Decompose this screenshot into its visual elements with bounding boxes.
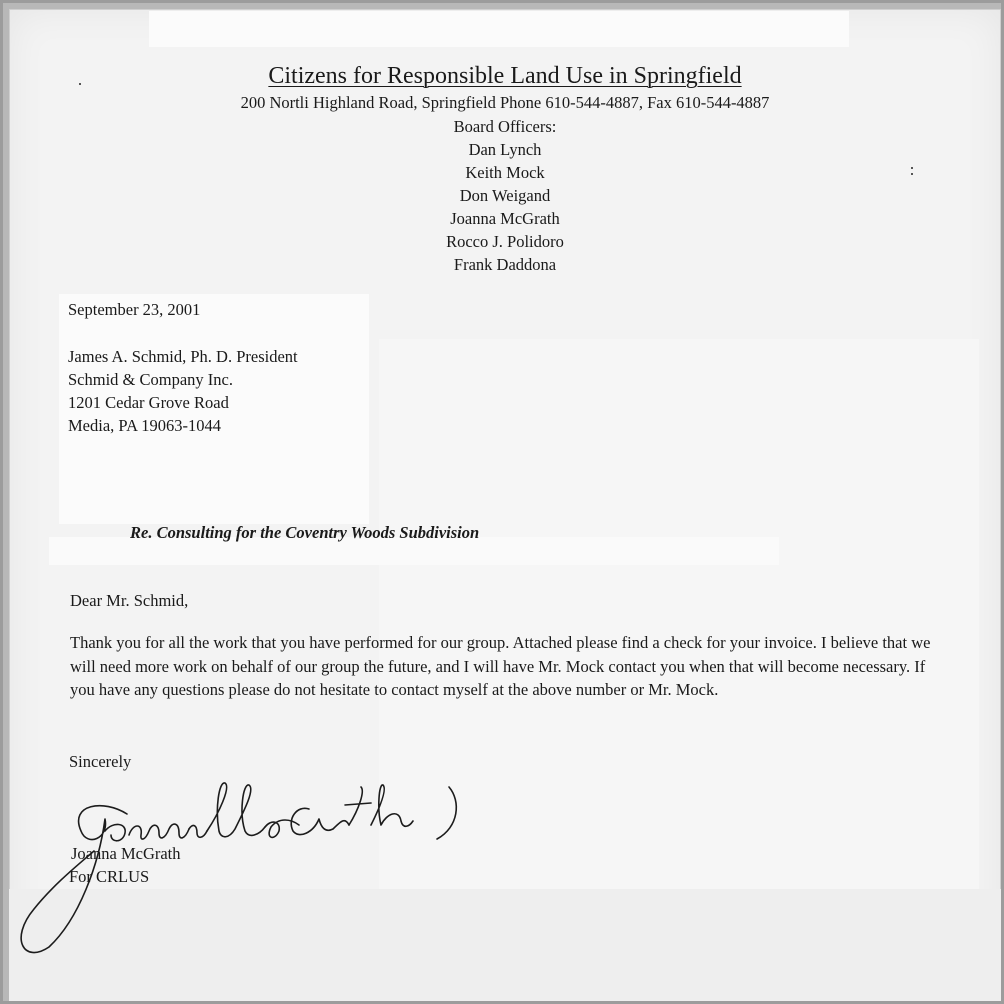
officer-name: Keith Mock [465, 163, 545, 182]
organization-address: 200 Nortli Highland Road, Springfield Phone 610-544-4887, Fax 610-544-4887 [240, 93, 770, 112]
organization-name: Citizens for Responsible Land Use in Springfield [268, 63, 742, 89]
recipient-line: Schmid & Company Inc. [68, 370, 233, 389]
recipient-line: 1201 Cedar Grove Road [68, 393, 229, 412]
officer-name: Frank Daddona [453, 255, 557, 274]
signer-name: Joanna McGrath [71, 844, 181, 863]
copy-artifact [149, 11, 849, 47]
recipient-address [68, 345, 298, 437]
body-paragraph: Thank you for all the work that you have performed for our group. Attached please find a check for your invoice. I believe that we will need more work on behalf of our group the future, and I will have Mr. Mock contact you when that will become necessary. If you have any questions please do not hesitate to contact myself at the above number or Mr. Mock. [70, 633, 931, 699]
subject-line: Re. Consulting for the Coventry Woods Subdivision [130, 523, 480, 542]
signer-organization: For CRLUS [69, 867, 150, 886]
recipient-line: Media, PA 19063-1044 [68, 416, 221, 435]
letter-date: September 23, 2001 [68, 300, 201, 319]
officer-name: Don Weigand [459, 186, 551, 205]
officers-label: Board Officers: [453, 117, 557, 136]
officer-name: Dan Lynch [468, 140, 542, 159]
officer-name: Rocco J. Polidoro [446, 232, 564, 251]
letter-page [9, 9, 1001, 1001]
officers-list [9, 138, 1001, 276]
officer-name: Joanna McGrath [450, 209, 560, 228]
salutation: Dear Mr. Schmid, [70, 591, 189, 610]
closing: Sincerely [69, 752, 132, 771]
recipient-line: James A. Schmid, Ph. D. President [68, 347, 298, 366]
